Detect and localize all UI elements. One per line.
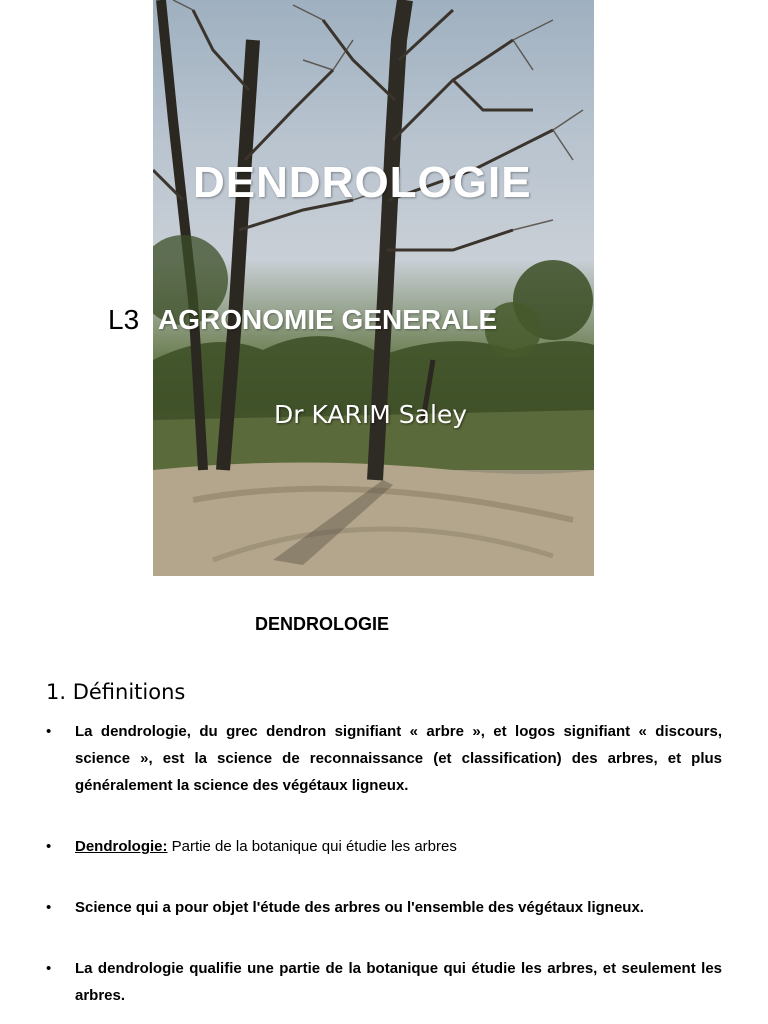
list-item [46, 833, 722, 860]
list-item-text: Science qui a pour objet l'étude des arbres ou l'ensemble des végétaux ligneux. [75, 899, 644, 916]
definition-term: Dendrologie: [75, 838, 168, 855]
cover-subtitle: AGRONOMIE GENERALE [158, 304, 498, 335]
cover-author: Dr KARIM Saley [274, 400, 468, 429]
tree-photo [153, 0, 594, 576]
list-item-text: La dendrologie, du grec dendron signifiant « arbre », et logos signifiant « discours, science », est la science de reconnaissance (et classification) des arbres, et plus généralement la science des végétaux ligneux. [75, 723, 722, 794]
section-heading: 1. Définitions [46, 680, 186, 704]
list-item [46, 955, 722, 1009]
document-title: DENDROLOGIE [255, 614, 390, 634]
definitions-list [46, 718, 722, 1009]
cover-level: L3 [108, 304, 140, 335]
cover-image [153, 0, 594, 576]
list-item [46, 894, 722, 921]
definition-text: Partie de la botanique qui étudie les arbres [167, 838, 457, 855]
cover-title: DENDROLOGIE [193, 158, 532, 207]
list-item [46, 718, 722, 799]
list-item-text: La dendrologie qualifie une partie de la botanique qui étudie les arbres, et seulement les arbres. [75, 960, 722, 1004]
